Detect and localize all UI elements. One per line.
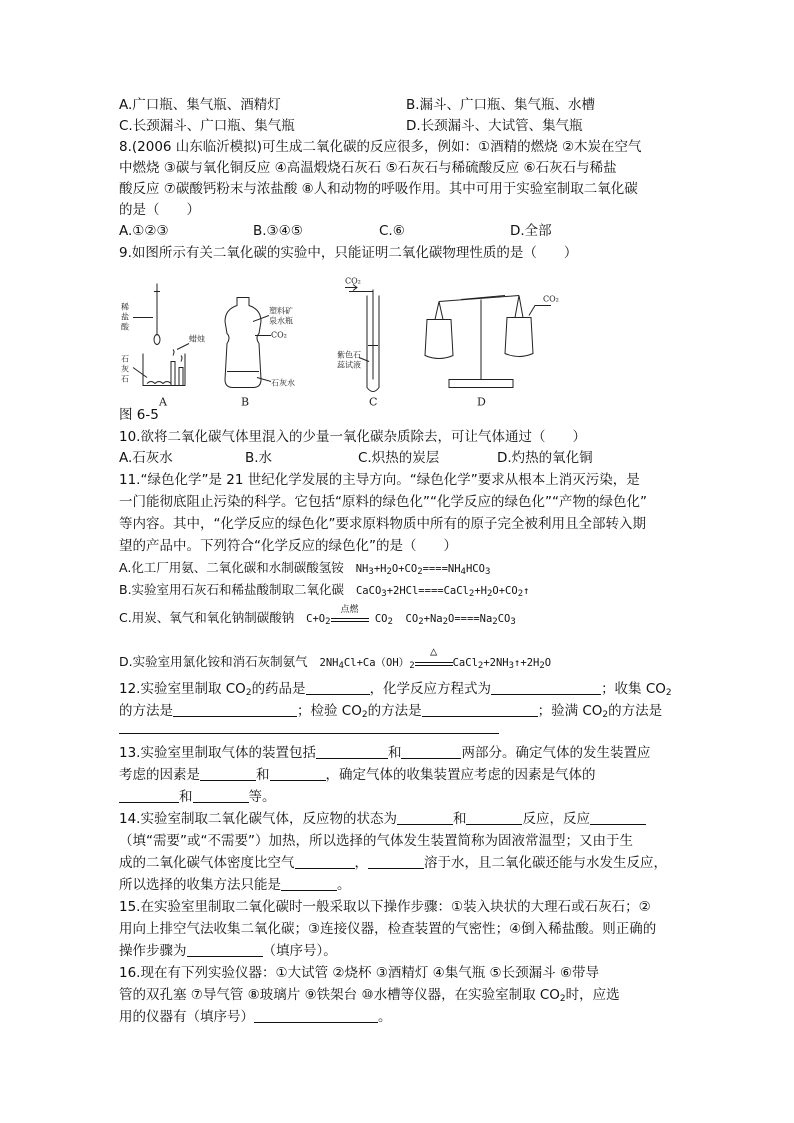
q10-options bbox=[119, 449, 679, 468]
figure-caption: 图 6-5 bbox=[119, 407, 159, 423]
svg-text:酸: 酸 bbox=[121, 322, 129, 332]
q12-blank-equation[interactable] bbox=[491, 680, 601, 695]
q11-equation-a: NH3+H2O+CO2====NH4HCO3 bbox=[355, 563, 491, 577]
q14-line3 bbox=[119, 854, 667, 873]
q12-line2: 的方法是 ；检验 $CO_2$的方法是 ；验满 $CO_2$的方法是 bbox=[119, 703, 663, 720]
q14-text-1b: 和 bbox=[452, 811, 467, 827]
q11-option-b-text: B.实验室用石灰石和稀盐酸制取二氧化碳 bbox=[119, 582, 345, 597]
q11-line4: 望的产品中。下列符合“化学反应的绿色化”的是（ ） bbox=[119, 538, 457, 554]
q12-text-a: 12.实验室里制取 CO bbox=[119, 681, 246, 697]
q8-options bbox=[119, 222, 679, 241]
q12-blank-collect[interactable] bbox=[173, 702, 297, 717]
q14-text-4a: 所以选择的收集方法只能是 bbox=[119, 877, 281, 893]
q14-line2: （填“需要”或“不需要”）加热，所以选择的气体发生装置简称为固液常温型；又由于生 bbox=[119, 833, 633, 849]
condition-heat: △ bbox=[429, 644, 438, 658]
q8-option-b: B.③④⑤ bbox=[253, 223, 303, 239]
q14-text-3a: 成的二氧化碳气体密度比空气 bbox=[119, 855, 295, 871]
panel-label-a: A bbox=[159, 395, 167, 409]
q15-line3 bbox=[119, 942, 337, 961]
q12-blank-full[interactable] bbox=[119, 722, 499, 734]
panel-label-d: D bbox=[477, 395, 486, 409]
q14-blank-6[interactable] bbox=[281, 876, 337, 891]
q10-option-c: C.炽热的炭层 bbox=[358, 450, 440, 466]
q13-blank-5[interactable] bbox=[119, 788, 179, 803]
q12-blank-test[interactable] bbox=[422, 702, 538, 717]
q12-blank-reagents[interactable] bbox=[306, 680, 370, 695]
q14-text-1c: 反应，反应 bbox=[522, 811, 590, 827]
q16-blank[interactable] bbox=[254, 1008, 378, 1023]
q14-line4 bbox=[119, 876, 351, 895]
q16-text-2b: 时，应选 bbox=[565, 987, 620, 1003]
q13-blank-3[interactable] bbox=[200, 766, 256, 781]
q7-option-a: A.广口瓶、集气瓶、酒精灯 bbox=[119, 97, 281, 113]
q7-option-d: D.长颈漏斗、大试管、集气瓶 bbox=[406, 118, 583, 134]
co2-experiment-figure bbox=[119, 268, 559, 418]
q16-line1: 16.现在有下列实验仪器：①大试管 ②烧杯 ③酒精灯 ④集气瓶 ⑤长颈漏斗 ⑥带导 bbox=[119, 965, 600, 981]
q11-line2: 一门能彻底阻止污染的科学。它包括“原料的绿色化”“化学反应的绿色化”“产物的绿色化” bbox=[119, 494, 647, 510]
q7-options-row2 bbox=[119, 117, 679, 136]
q13-line3 bbox=[119, 788, 276, 807]
q13-text-2a: 考虑的因素是 bbox=[119, 767, 200, 783]
q12-text-d: ；收集 CO bbox=[601, 681, 666, 697]
q10-option-a: A.石灰水 bbox=[119, 450, 173, 466]
q11-line3: 等内容。其中，“化学反应的绿色化”要求原料物质中所有的原子完全被利用且全部转入期 bbox=[119, 516, 646, 532]
dropper bbox=[154, 284, 160, 336]
q11-option-c bbox=[119, 605, 516, 632]
q14-blank-2[interactable] bbox=[466, 810, 522, 825]
svg-text:蜡烛: 蜡烛 bbox=[189, 334, 205, 344]
q12-text-e: 的方法是 bbox=[119, 703, 173, 719]
q8-line2: 中燃烧 ③碳与氧化铜反应 ④高温煅烧石灰石 ⑤石灰石与稀硫酸反应 ⑥石灰石与稀盐 bbox=[119, 160, 617, 176]
q15-line1: 15.在实验室里制取二氧化碳时一般采取以下操作步骤：①装入块状的大理石或石灰石；② bbox=[119, 899, 651, 915]
q11-option-a bbox=[119, 558, 490, 582]
svg-text:蕊试液: 蕊试液 bbox=[337, 360, 361, 370]
q13-text-2b: 和 bbox=[256, 767, 270, 783]
svg-text:紫色石: 紫色石 bbox=[337, 350, 361, 360]
q9-stem: 9.如图所示有关二氧化碳的实验中，只能证明二氧化碳物理性质的是（ ） bbox=[119, 245, 578, 261]
q7-options-row1 bbox=[119, 96, 679, 115]
q13-blank-4[interactable] bbox=[270, 766, 326, 781]
q13-text-1b: 和 bbox=[387, 745, 402, 761]
q13-blank-2[interactable] bbox=[401, 744, 461, 759]
q14-blank-1[interactable] bbox=[397, 810, 453, 825]
q10-stem: 10.欲将二氧化碳气体里混入的少量一氧化碳杂质除去，可让气体通过（ ） bbox=[119, 429, 586, 445]
q13-text-1c: 两部分。确定气体的发生装置应 bbox=[461, 745, 651, 761]
q13-text-3b: 等。 bbox=[248, 789, 276, 805]
q14-line1 bbox=[119, 810, 646, 829]
q13-line2 bbox=[119, 766, 596, 785]
q10-option-b: B.水 bbox=[245, 450, 273, 466]
svg-text:灰: 灰 bbox=[121, 364, 129, 374]
svg-text:稀: 稀 bbox=[121, 302, 129, 312]
q14-text-4b: 。 bbox=[337, 877, 351, 893]
q13-text-2c: ，确定气体的收集装置应考虑的因素是气体的 bbox=[325, 767, 596, 783]
svg-text:CO₂: CO₂ bbox=[543, 294, 559, 304]
q15-line2: 用向上排空气法收集二氧化碳；③连接仪器，检查装置的气密性；④倒入稀盐酸。则正确的 bbox=[119, 921, 657, 937]
q14-text-1a: 14.实验室制取二氧化碳气体，反应物的状态为 bbox=[119, 811, 397, 827]
svg-text:CO₂: CO₂ bbox=[345, 276, 361, 286]
q11-equation-c: C+O2 点燃 CO2 CO2+Na2O====Na2CO3 bbox=[306, 613, 516, 625]
q11-equation-d: 2NH4Cl+Ca（OH）2 △ CaCl2+2NH3↑+2H2O bbox=[319, 644, 552, 671]
q14-text-3b: ， bbox=[354, 855, 368, 871]
q11-option-b bbox=[119, 580, 529, 604]
q13-text-3a: 和 bbox=[179, 789, 193, 805]
q13-blank-1[interactable] bbox=[316, 744, 388, 759]
q14-text-3c: 溶于水，且二氧化碳还能与水发生反应， bbox=[424, 855, 667, 871]
balance-base bbox=[449, 380, 513, 388]
q16-text-2: 管的双孔塞 ⑦导气管 ⑧玻璃片 ⑨铁架台 ⑩水槽等仪器，在实验室制取 CO bbox=[119, 987, 560, 1003]
q13-blank-6[interactable] bbox=[193, 788, 249, 803]
q16-text-3a: 用的仪器有（填序号） bbox=[119, 1009, 254, 1025]
q12-text-f: ；检验 CO bbox=[297, 703, 362, 719]
q8-line1: 8.(2006 山东临沂模拟)可生成二氧化碳的反应很多，例如：①酒精的燃烧 ②木炭在空气 bbox=[119, 139, 642, 155]
svg-text:塑料矿: 塑料矿 bbox=[269, 306, 293, 316]
q8-option-c: C.⑥ bbox=[379, 223, 405, 239]
svg-text:石灰水: 石灰水 bbox=[271, 378, 295, 388]
q12-text-h: ；验满 CO bbox=[537, 703, 603, 719]
q11-option-d bbox=[119, 644, 552, 676]
svg-text:石: 石 bbox=[121, 374, 129, 384]
q14-blank-5[interactable] bbox=[368, 854, 424, 869]
q8-option-d: D.全部 bbox=[510, 223, 552, 239]
panel-label-b: B bbox=[241, 395, 250, 409]
q16-line2: 管的双孔塞 ⑦导气管 ⑧玻璃片 ⑨铁架台 ⑩水槽等仪器，在实验室制取 $CO_2$时，应选 bbox=[119, 987, 620, 1004]
q12-text-g: 的方法是 bbox=[367, 703, 422, 719]
condition-ignite: 点燃 bbox=[340, 605, 359, 615]
bag-right bbox=[505, 318, 533, 357]
q7-option-c: C.长颈漏斗、广口瓶、集气瓶 bbox=[119, 118, 295, 134]
svg-text:盐: 盐 bbox=[121, 312, 129, 322]
q7-option-b: B.漏斗、广口瓶、集气瓶、水槽 bbox=[406, 97, 596, 113]
q13-text-1a: 13.实验室里制取气体的装置包括 bbox=[119, 745, 316, 761]
q15-text-3a: 操作步骤为 bbox=[119, 943, 187, 959]
q11-option-c-text: C.用炭、氧气和氧化钠制碳酸钠 bbox=[119, 610, 295, 625]
svg-text:泉水瓶: 泉水瓶 bbox=[269, 316, 293, 326]
q13-line1 bbox=[119, 744, 650, 763]
bag-left bbox=[425, 320, 453, 359]
q8-line4: 的是（ ） bbox=[119, 202, 200, 218]
q16-text-3b: 。 bbox=[378, 1009, 392, 1025]
q11-option-a-text: A.化工厂用氨、二氧化碳和水制碳酸氢铵 bbox=[119, 560, 344, 575]
panel-label-c: C bbox=[369, 395, 378, 409]
q8-option-a: A.①②③ bbox=[119, 223, 169, 239]
q11-equation-b: CaCO3+2HCl====CaCl2+H2O+CO2↑ bbox=[355, 585, 530, 599]
q12-text-c: ，化学反应方程式为 bbox=[369, 681, 492, 697]
q11-option-d-text: D.实验室用氯化铵和消石灰制氨气 bbox=[119, 654, 308, 669]
q11-line1: 11.“绿色化学”是 21 世纪化学发展的主导方向。“绿色化学”要求从根本上消灭污染，是 bbox=[119, 472, 640, 488]
svg-text:石: 石 bbox=[121, 354, 129, 364]
q8-line3: 酸反应 ⑦碳酸钙粉末与浓盐酸 ⑧人和动物的呼吸作用。其中可用于实验室制取二氧化碳 bbox=[119, 181, 638, 197]
bottle bbox=[225, 298, 261, 388]
svg-text:CO₂: CO₂ bbox=[271, 330, 287, 340]
q15-blank[interactable] bbox=[187, 942, 263, 957]
q16-line3 bbox=[119, 1008, 392, 1027]
q10-option-d: D.灼热的氧化铜 bbox=[497, 450, 593, 466]
q12-text-b: 的药品是 bbox=[251, 681, 306, 697]
q14-blank-4[interactable] bbox=[295, 854, 355, 869]
q15-text-3b: （填序号）。 bbox=[262, 943, 337, 959]
q12-line1: 12.实验室里制取 $CO_2$的药品是 ，化学反应方程式为 ；收集 $CO_2$ bbox=[119, 681, 672, 698]
q12-text-i: 的方法是 bbox=[608, 703, 663, 719]
q14-blank-3[interactable] bbox=[590, 810, 646, 825]
